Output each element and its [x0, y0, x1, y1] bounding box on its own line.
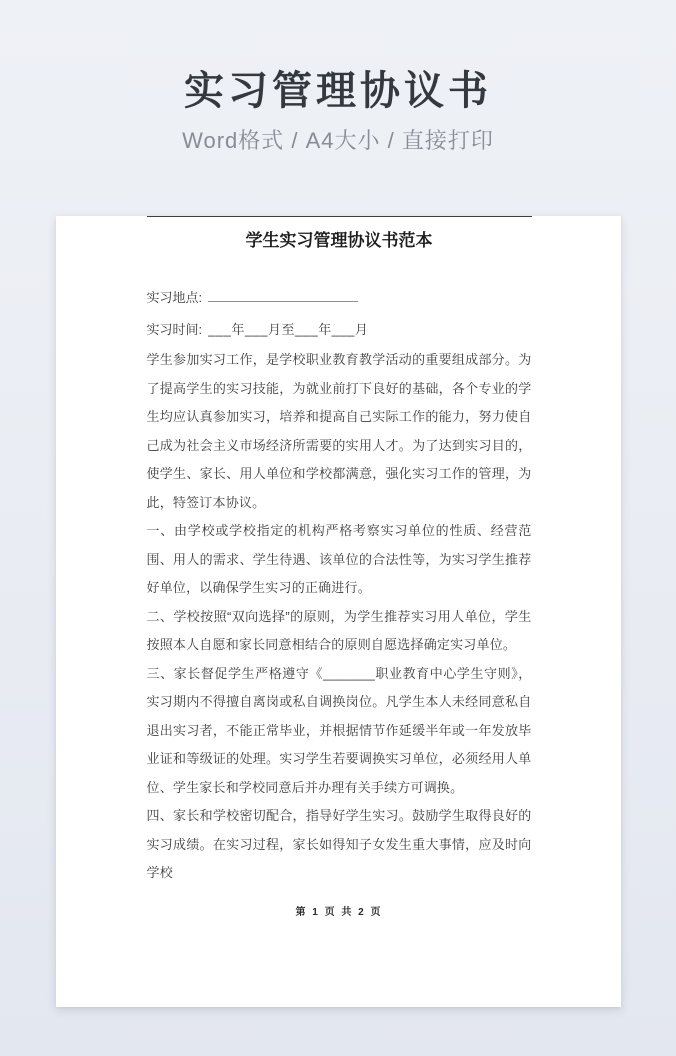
paragraph-clause-1: 一、由学校或学校指定的机构严格考察实习单位的性质、经营范围、用人的需求、学生待遇、该单位的合法性等，为实习学生推荐好单位，以确保学生实习的正确进行。	[146, 523, 532, 595]
document-page-inner	[56, 216, 621, 1007]
page-subtitle: Word格式 / A4大小 / 直接打印	[182, 128, 494, 153]
field-internship-location	[147, 282, 532, 314]
paragraph-intro: 学生参加实习工作，是学校职业教育教学活动的重要组成部分。为了提高学生的实习技能，为就业前打下良好的基础，各个专业的学生均应认真参加实习，培养和提高自己实际工作的能力，努力使自己成为社会主义市场经济所需要的实用人才。为了达到实习目的，使学生、家长、用人单位和学校都满意，强化实习工作的管理，为此，特签订本协议。	[146, 352, 532, 510]
paragraph-clause-4: 四、家长和学校密切配合，指导好学生实习。鼓励学生取得良好的实习成绩。在实习过程，家长如得知子女发生重大事情，应及时向学校	[146, 808, 532, 880]
paragraph-clause-2: 二、学校按照“双向选择”的原则，为学生推荐实习用人单位，学生按照本人自愿和家长同意相结合的原则自愿选择确定实习单位。	[146, 608, 532, 652]
page-title: 实习管理协议书	[184, 69, 492, 113]
field-label: 实习地点:	[146, 290, 203, 305]
field-internship-time	[147, 314, 532, 346]
blank-underline	[208, 290, 358, 302]
document-title: 学生实习管理协议书范本	[245, 231, 433, 250]
field-label: 实习时间:	[146, 322, 203, 337]
document-page	[56, 216, 621, 1007]
document-fields	[147, 282, 532, 346]
field-value: ___年___月至___年___月	[208, 322, 369, 337]
document-top-rule	[147, 216, 532, 217]
paragraph-clause-3: 三、家长督促学生严格遵守《_______职业教育中心学生守则》，实习期内不得擅自离岗或私自调换岗位。凡学生本人未经同意私自退出实习者，不能正常毕业，并根据情节作延缓半年或一年发放毕业证和等级证的处理。实习学生若要调换实习单位，必须经用人单位、学生家长和学校同意后并办理有关手续方可调换。	[146, 665, 532, 795]
document-body	[147, 346, 532, 888]
hero-header	[0, 0, 676, 154]
page-number-footer: 第 1 页 共 2 页	[295, 906, 383, 918]
